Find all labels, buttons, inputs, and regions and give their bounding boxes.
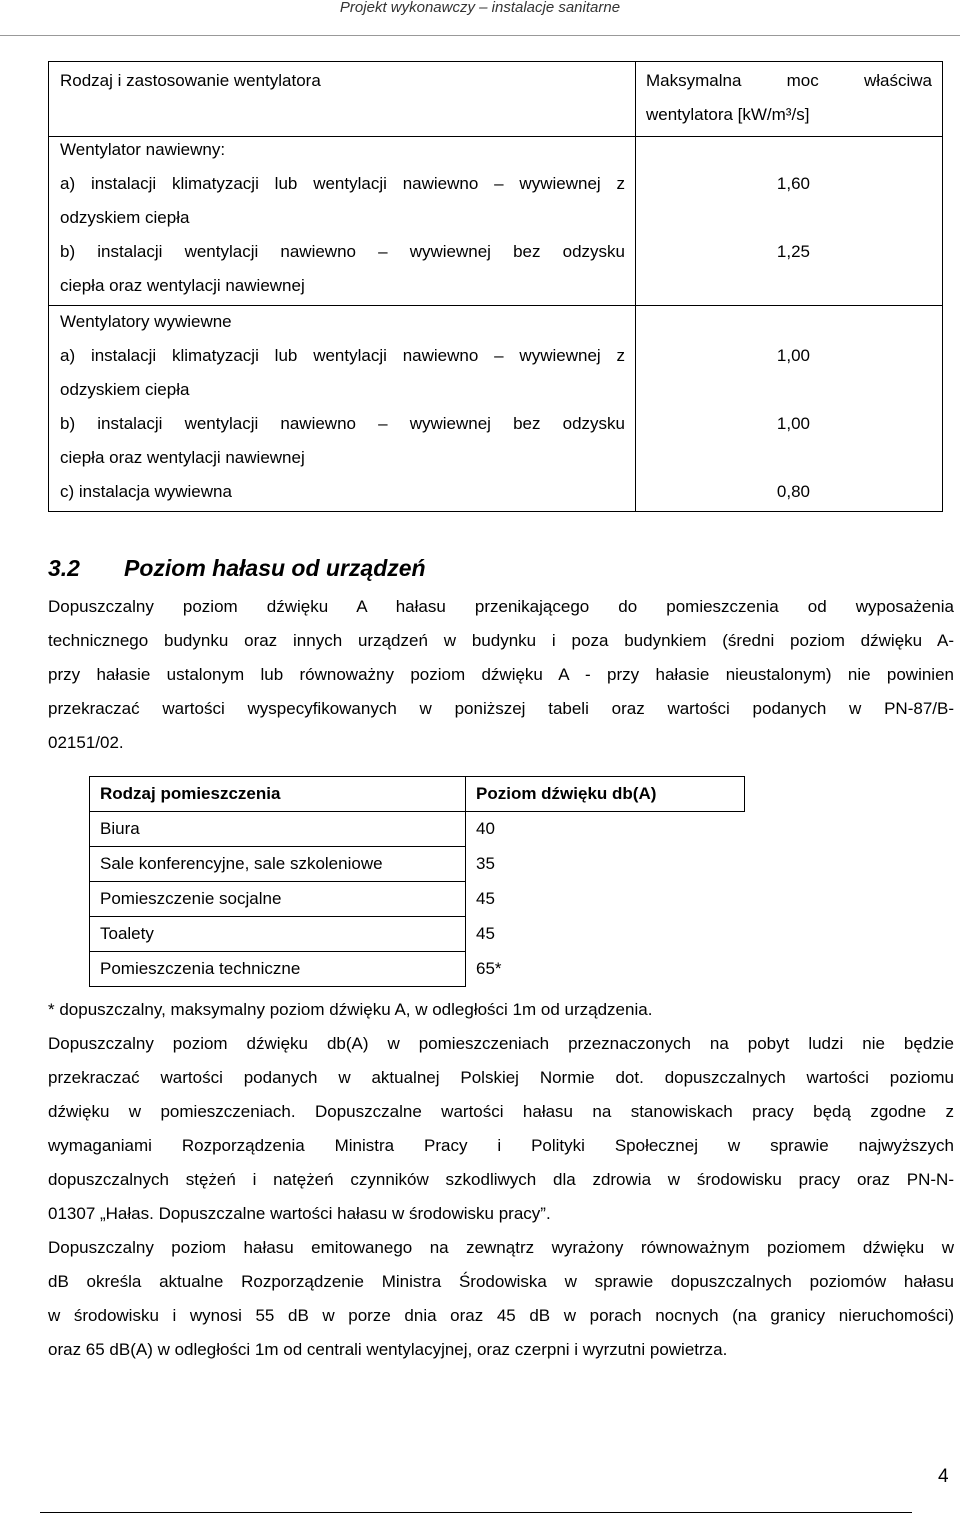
table-column-divider <box>635 62 636 511</box>
noise-value: 65* <box>466 952 745 987</box>
paragraph-line: dopuszczalnych stężeń i natężeń czynników szkodliwych dla zdrowia w środowisku pracy oraz PN-N- <box>48 1170 954 1189</box>
room-name: Biura <box>90 812 466 847</box>
room-name: Toalety <box>90 917 466 952</box>
table-header-level: Poziom dźwięku db(A) <box>466 777 745 812</box>
row-value: 1,60 <box>776 174 810 193</box>
noise-value: 40 <box>466 812 745 847</box>
footnote: * dopuszczalny, maksymalny poziom dźwięku A, w odległości 1m od urządzenia. <box>48 1000 653 1019</box>
table-row <box>90 917 745 952</box>
paragraph-line: przekraczać wartości wyspecyfikowanych w poniższej tabeli oraz wartości podanych w PN-87/B- <box>48 699 954 718</box>
document-header-title: Projekt wykonawczy – instalacje sanitarne <box>339 0 621 16</box>
row-label: ciepła oraz wentylacji nawiewnej <box>60 448 305 467</box>
table-header-row <box>90 777 745 812</box>
paragraph-line: technicznego budynku oraz innych urządzeń w budynku i poza budynkiem (średni poziom dźwięku A- <box>48 631 954 650</box>
group-title-supply: Wentylator nawiewny: <box>60 140 226 159</box>
section-title: Poziom hałasu od urządzeń <box>124 555 426 581</box>
row-label: c) instalacja wywiewna <box>60 482 232 501</box>
table-row <box>90 812 745 847</box>
paragraph-line: Dopuszczalny poziom dźwięku A hałasu przenikającego do pomieszczenia od wyposażenia <box>48 597 954 616</box>
noise-value: 45 <box>466 917 745 952</box>
row-label: a) instalacji klimatyzacji lub wentylacji nawiewno – wywiewnej z <box>60 174 625 193</box>
footer-divider <box>40 1512 912 1513</box>
table-header-power: Maksymalna moc właściwa <box>646 71 932 90</box>
page-number: 4 <box>938 1466 949 1487</box>
paragraph-line: 01307 „Hałas. Dopuszczalne wartości hałasu w środowisku pracy”. <box>48 1204 551 1223</box>
row-value: 1,00 <box>776 414 810 433</box>
fan-power-table <box>48 61 943 512</box>
paragraph-line: przy hałasie ustalonym lub równoważny poziom dźwięku A - przy hałasie nieustalonym) nie powinien <box>48 665 954 684</box>
paragraph-line: Dopuszczalny poziom hałasu emitowanego na zewnątrz wyrażony równoważnym poziomem dźwięku w <box>48 1238 954 1257</box>
section-number: 3.2 <box>48 555 80 581</box>
paragraph-line: w środowisku i wynosi 55 dB w porze dnia oraz 45 dB w porach nocnych (na granicy nieruchomości) <box>48 1306 954 1325</box>
room-name: Pomieszczenie socjalne <box>90 882 466 917</box>
table-header-room: Rodzaj pomieszczenia <box>90 777 466 812</box>
row-label: b) instalacji wentylacji nawiewno – wywiewnej bez odzysku <box>60 414 625 433</box>
row-label: odzyskiem ciepła <box>60 380 190 399</box>
room-name: Pomieszczenia techniczne <box>90 952 466 987</box>
row-value: 1,25 <box>776 242 810 261</box>
table-row-divider <box>49 305 942 306</box>
paragraph-line: przekraczać wartości podanych w aktualnej Polskiej Normie dot. dopuszczalnych wartości poziomu <box>48 1068 954 1087</box>
table-row <box>90 847 745 882</box>
table-row-divider <box>49 136 942 137</box>
row-label: ciepła oraz wentylacji nawiewnej <box>60 276 305 295</box>
table-header-power-unit: wentylatora [kW/m³/s] <box>646 105 810 124</box>
row-value: 0,80 <box>776 482 810 501</box>
noise-value: 45 <box>466 882 745 917</box>
paragraph-line: oraz 65 dB(A) w odległości 1m od centrali wentylacyjnej, oraz czerpni i wyrzutni powietrza. <box>48 1340 728 1359</box>
table-row <box>90 952 745 987</box>
noise-value: 35 <box>466 847 745 882</box>
paragraph-line: dźwięku w pomieszczeniach. Dopuszczalne wartości hałasu na stanowiskach pracy będą zgodne z <box>48 1102 954 1121</box>
row-label: a) instalacji klimatyzacji lub wentylacji nawiewno – wywiewnej z <box>60 346 625 365</box>
group-title-exhaust: Wentylatory wywiewne <box>60 312 232 331</box>
table-header-type: Rodzaj i zastosowanie wentylatora <box>60 71 321 90</box>
noise-level-table <box>89 776 745 987</box>
header-divider <box>0 35 960 36</box>
section-heading <box>48 555 426 581</box>
table-row <box>90 882 745 917</box>
paragraph-line: wymaganiami Rozporządzenia Ministra Pracy i Polityki Społecznej w sprawie najwyższych <box>48 1136 954 1155</box>
paragraph-line: Dopuszczalny poziom dźwięku db(A) w pomieszczeniach przeznaczonych na pobyt ludzi nie będzie <box>48 1034 954 1053</box>
paragraph-line: 02151/02. <box>48 733 124 752</box>
paragraph-line: dB określa aktualne Rozporządzenie Ministra Środowiska w sprawie dopuszczalnych poziomów hałasu <box>48 1272 954 1291</box>
row-value: 1,00 <box>776 346 810 365</box>
row-label: b) instalacji wentylacji nawiewno – wywiewnej bez odzysku <box>60 242 625 261</box>
row-label: odzyskiem ciepła <box>60 208 190 227</box>
room-name: Sale konferencyjne, sale szkoleniowe <box>90 847 466 882</box>
